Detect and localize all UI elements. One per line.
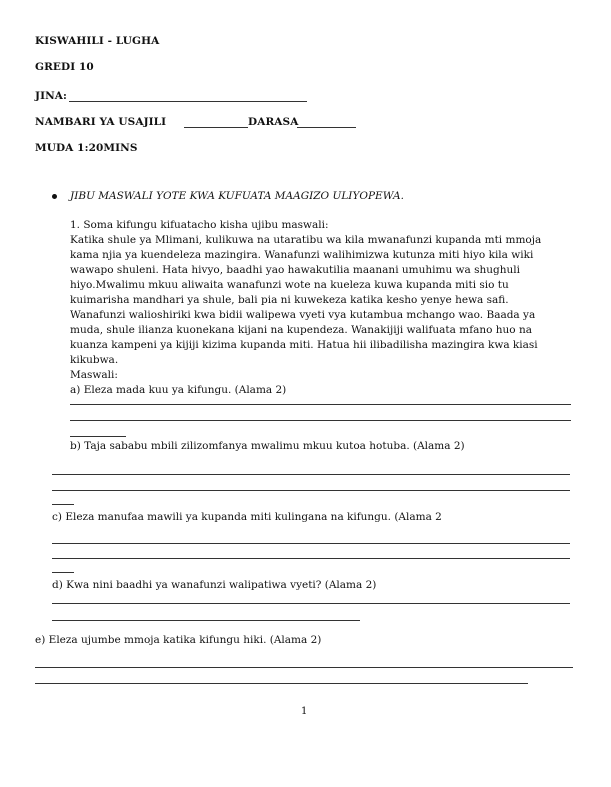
- passage-line: wawapo shuleni. Hata hivyo, baadhi yao hawakutilia maanani umuhimu wa shughuli: [70, 264, 521, 276]
- subject-title: KISWAHILI - LUGHA: [35, 35, 160, 47]
- answer-line-e[interactable]: [35, 683, 528, 684]
- grade-label: GREDI 10: [35, 61, 94, 73]
- answer-line-b[interactable]: [52, 490, 570, 491]
- passage-line: kikubwa.: [70, 354, 119, 366]
- question-e: e) Eleza ujumbe mmoja katika kifungu hiki. (Alama 2): [35, 634, 322, 646]
- reading-passage: [70, 233, 570, 398]
- bullet-icon: [52, 194, 57, 199]
- passage-line: kuimarisha mandhari ya shule, bali pia ni kuwekeza katika kesho yenye hewa safi.: [70, 294, 509, 306]
- answer-line-a[interactable]: [70, 420, 571, 421]
- answer-line-d[interactable]: [52, 603, 570, 604]
- name-label: JINA:: [35, 90, 67, 102]
- instruction-text: JIBU MASWALI YOTE KWA KUFUATA MAAGIZO ULIYOPEWA.: [70, 190, 404, 202]
- class-label: DARASA: [248, 116, 299, 128]
- passage-line: kuanza kampeni ya kijiji kizima kupanda miti. Hatua hii ilibadilisha mazingira kwa kiasi: [70, 339, 538, 351]
- passage-line: muda, shule ilianza kuonekana kijani na kupendeza. Wanakijiji walifuata mfano huo na: [70, 324, 532, 336]
- class-field-line[interactable]: [297, 127, 356, 128]
- question-c: c) Eleza manufaa mawili ya kupanda miti kulingana na kifungu. (Alama 2: [52, 511, 442, 523]
- registration-number-label: NAMBARI YA USAJILI: [35, 116, 167, 128]
- answer-line-b[interactable]: [52, 504, 74, 505]
- passage-line: kama njia ya kuendeleza mazingira. Wanafunzi walihimizwa kutunza miti hiyo kila wiki: [70, 249, 534, 261]
- time-label: MUDA 1:20MINS: [35, 142, 138, 154]
- passage-line: Katika shule ya Mlimani, kulikuwa na utaratibu wa kila mwanafunzi kupanda mti mmoja: [70, 234, 542, 246]
- answer-line-c[interactable]: [52, 572, 74, 573]
- passage-line: hiyo.Mwalimu mkuu aliwaita wanafunzi wote na kueleza kuwa kupanda miti sio tu: [70, 279, 509, 291]
- question-a: a) Eleza mada kuu ya kifungu. (Alama 2): [70, 384, 287, 396]
- answer-line-a[interactable]: [70, 436, 126, 437]
- name-field-line[interactable]: [69, 101, 307, 102]
- page-number: 1: [301, 706, 308, 717]
- passage-line: Wanafunzi walioshiriki kwa bidii walipewa vyeti vya kutambua mchango wao. Baada ya: [70, 309, 536, 321]
- registration-number-field-line[interactable]: [184, 127, 248, 128]
- answer-line-a[interactable]: [70, 404, 571, 405]
- questions-label: Maswali:: [70, 369, 118, 381]
- answer-line-d[interactable]: [52, 620, 360, 621]
- answer-line-e[interactable]: [35, 667, 573, 668]
- answer-line-c[interactable]: [52, 543, 570, 544]
- answer-line-c[interactable]: [52, 558, 570, 559]
- question-d: d) Kwa nini baadhi ya wanafunzi walipatiwa vyeti? (Alama 2): [52, 579, 377, 591]
- answer-line-b[interactable]: [52, 474, 570, 475]
- question-prompt: 1. Soma kifungu kifuatacho kisha ujibu maswali:: [70, 219, 329, 231]
- question-b: b) Taja sababu mbili zilizomfanya mwalimu mkuu kutoa hotuba. (Alama 2): [70, 440, 465, 452]
